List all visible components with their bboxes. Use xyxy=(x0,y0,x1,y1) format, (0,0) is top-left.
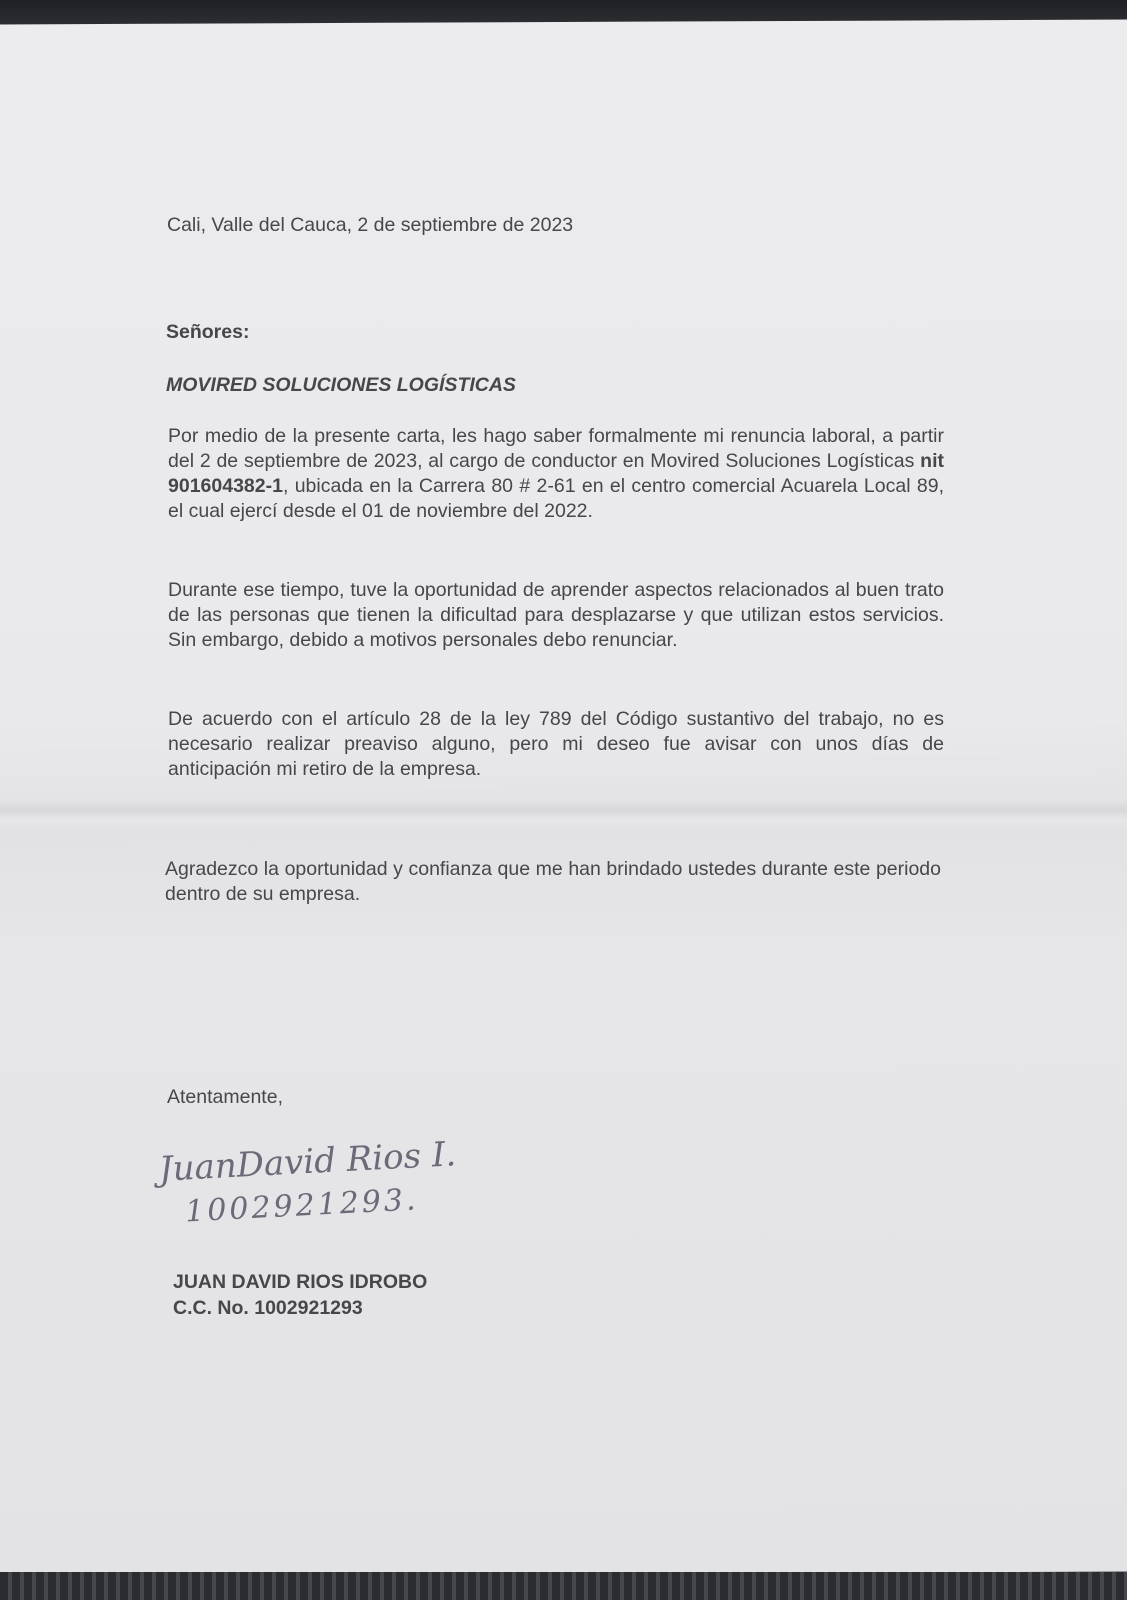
signature-number: 1002921293. xyxy=(184,1182,420,1230)
signer-name: JUAN DAVID RIOS IDROBO xyxy=(173,1271,428,1293)
p1-text-b: , ubicada en la Carrera 80 # 2-61 en el centro comercial Acuarela Local 89, el cual ejercí desde el 01 de noviembre del 2022. xyxy=(168,475,944,522)
dark-background-bottom xyxy=(0,1572,1127,1600)
place-date: Cali, Valle del Cauca, 2 de septiembre de 2023 xyxy=(167,214,574,236)
closing: Atentamente, xyxy=(167,1086,283,1108)
salutation: Señores: xyxy=(166,321,250,343)
p1-text-a: Por medio de la presente carta, les hago saber formalmente mi renuncia laboral, a partir del 2 de septiembre de 2023, al cargo de conductor en Movired Soluciones Logísticas xyxy=(168,425,944,472)
paragraph-resignation xyxy=(168,424,944,524)
paragraph-thanks: Agradezco la oportunidad y confianza que me han brindado ustedes durante este periodo dentro de su empresa. xyxy=(165,858,941,905)
signature-name: JuanDavid Rios I. xyxy=(158,1134,458,1190)
paper-fold xyxy=(0,800,1127,830)
paragraph-experience: Durante ese tiempo, tuve la oportunidad de aprender aspectos relacionados al buen trato de las personas que tienen la dificultad para desplazarse y que utilizan estos servicios. Sin embargo, debido a motivos personales debo renunciar. xyxy=(168,579,944,651)
signer-id: C.C. No. 1002921293 xyxy=(173,1297,363,1319)
company-name: MOVIRED SOLUCIONES LOGÍSTICAS xyxy=(166,374,516,396)
paragraph-legal: De acuerdo con el artículo 28 de la ley 789 del Código sustantivo del trabajo, no es necesario realizar preaviso alguno, pero mi deseo fue avisar con unos días de anticipación mi retiro de la empresa. xyxy=(168,708,944,780)
handwritten-signature xyxy=(158,1132,460,1235)
nit: nit 901604382-1 xyxy=(168,450,944,497)
paper-sheet xyxy=(0,20,1127,1577)
